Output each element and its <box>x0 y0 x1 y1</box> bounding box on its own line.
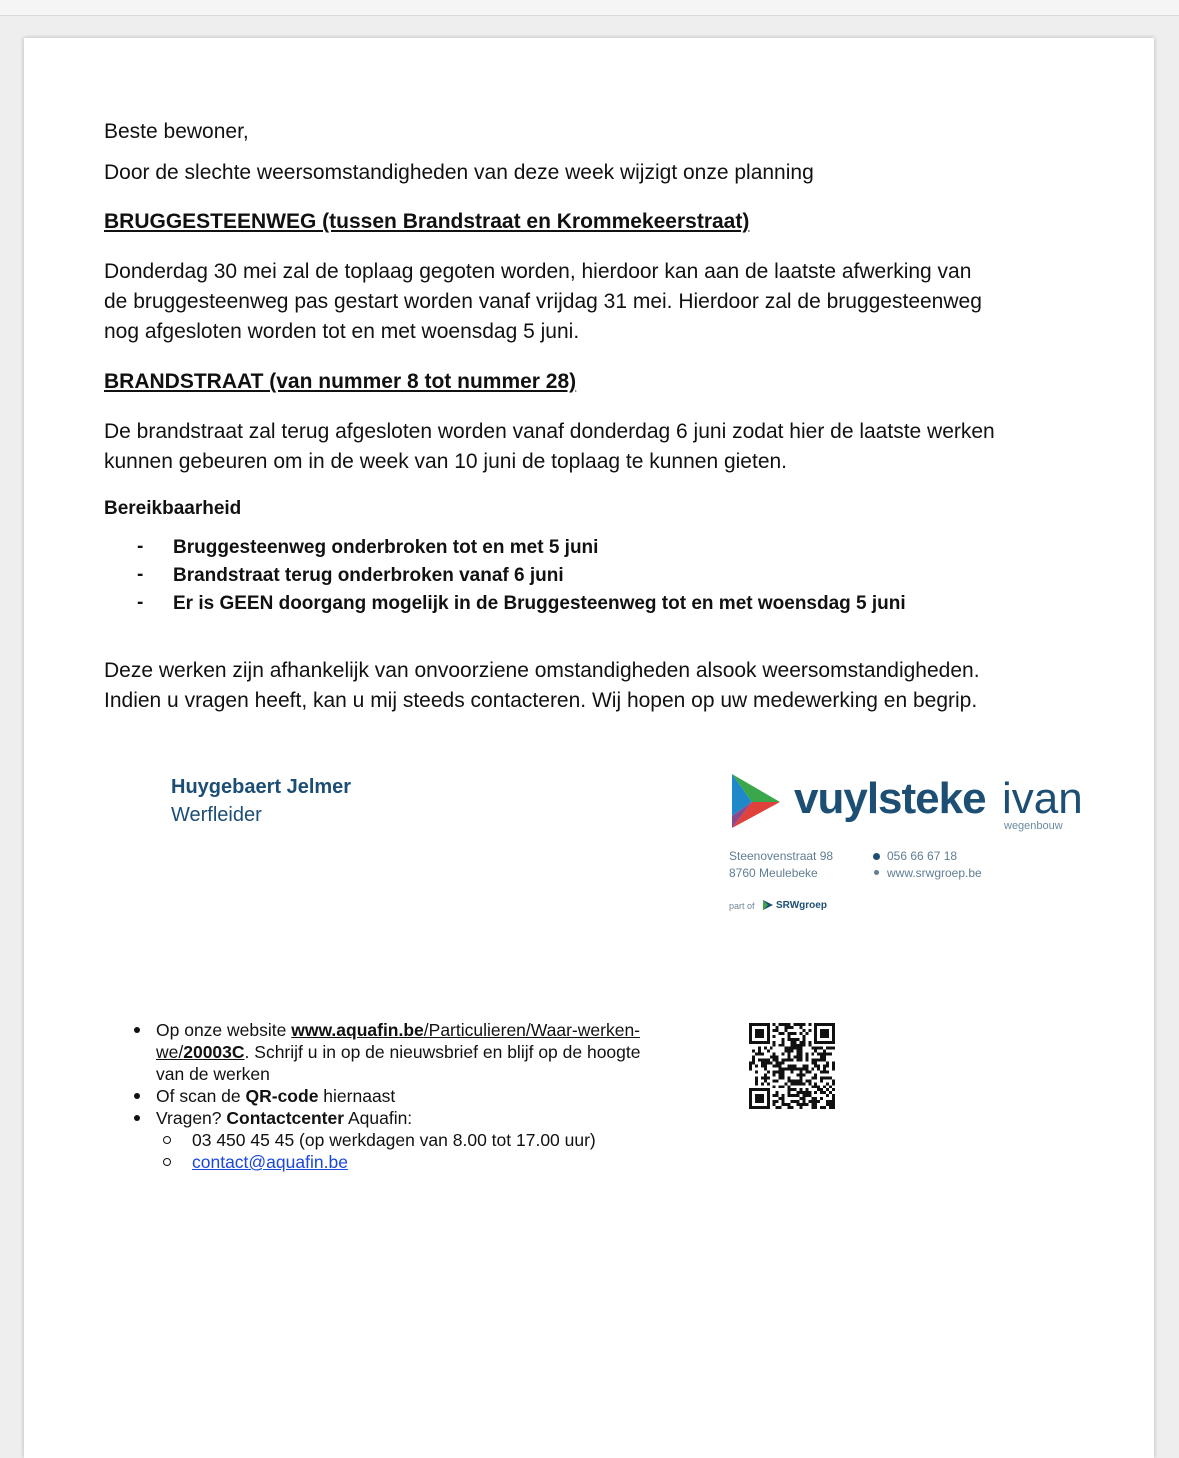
signature-role: Werfleider <box>171 804 262 826</box>
srw-logo-icon <box>762 899 774 911</box>
company-address-city: 8760 Meulebeke <box>729 866 818 880</box>
phone-icon <box>873 853 880 860</box>
signature-name: Huygebaert Jelmer <box>171 776 352 798</box>
qr-code-icon[interactable] <box>749 1023 835 1109</box>
section2-line: De brandstraat zal terug afgesloten worden vanaf donderdag 6 juni zodat hier de laatste werken <box>104 420 995 443</box>
qr-suffix: hiernaast <box>318 1086 396 1106</box>
section2-line: kunnen gebeuren om in de week van 10 juni de toplaag te kunnen gieten. <box>104 450 788 473</box>
aquafin-website-link[interactable]: www.aquafin.be <box>291 1020 424 1040</box>
company-website: www.srwgroep.be <box>887 866 982 880</box>
section-heading-brandstraat: BRANDSTRAAT (van nummer 8 tot nummer 28) <box>104 370 577 393</box>
aquafin-website-line2 <box>156 1041 641 1063</box>
sub-bullet-circle <box>163 1158 171 1166</box>
list-dash: - <box>137 536 144 557</box>
aquafin-questions-line <box>156 1107 412 1129</box>
logo-subtitle: wegenbouw <box>1004 820 1063 832</box>
section1-line: nog afgesloten worden tot en met woensdag 5 juni. <box>104 320 580 343</box>
questions-bold: Contactcenter <box>226 1108 345 1128</box>
closing-line: Indien u vragen heeft, kan u mij steeds contacteren. Wij hopen op uw medewerking en begrip. <box>104 689 978 712</box>
reachability-title: Bereikbaarheid <box>104 498 242 519</box>
reachability-item: Bruggesteenweg onderbroken tot en met 5 juni <box>173 537 599 558</box>
bullet-dot <box>134 1027 140 1033</box>
reachability-item: Brandstraat terug onderbroken vanaf 6 juni <box>173 565 564 586</box>
logo-arrow-icon <box>728 772 784 832</box>
list-dash: - <box>137 564 144 585</box>
bullet-dot <box>134 1115 140 1121</box>
aquafin-website-line <box>156 1019 640 1041</box>
website-path[interactable]: /Particulieren/Waar-werken- <box>423 1020 641 1040</box>
website-prefix: Op onze website <box>156 1020 292 1040</box>
group-name: SRWgroep <box>776 900 827 911</box>
reachability-item: Er is GEEN doorgang mogelijk in de Bruggesteenweg tot en met woensdag 5 juni <box>173 593 906 614</box>
sub-bullet-circle <box>163 1136 171 1144</box>
company-address-street: Steenovenstraat 98 <box>729 849 834 863</box>
closing-line: Deze werken zijn afhankelijk van onvoorziene omstandigheden alsook weersomstandigheden. <box>104 659 980 682</box>
company-phone: 056 66 67 18 <box>887 849 958 863</box>
website-code[interactable]: 20003C <box>183 1042 245 1062</box>
website-suffix: . Schrijf u in op de nieuwsbrief en blijf op de hoogte <box>244 1042 641 1062</box>
aquafin-email-link[interactable]: contact@aquafin.be <box>192 1152 348 1172</box>
list-dash: - <box>137 592 144 613</box>
questions-suffix: Aquafin: <box>344 1108 413 1128</box>
aquafin-website-line3: van de werken <box>156 1064 270 1084</box>
document-page <box>24 38 1154 1458</box>
qr-bold: QR-code <box>245 1086 319 1106</box>
intro-text: Door de slechte weersomstandigheden van deze week wijzigt onze planning <box>104 161 814 184</box>
section1-line: Donderdag 30 mei zal de toplaag gegoten worden, hierdoor kan aan de laatste afwerking van <box>104 260 972 283</box>
viewer-top-bar <box>0 0 1179 16</box>
website-path-2[interactable]: we/ <box>156 1042 184 1062</box>
questions-prefix: Vragen? <box>156 1108 227 1128</box>
section1-line: de bruggesteenweg pas gestart worden vanaf vrijdag 31 mei. Hierdoor zal de bruggesteenweg <box>104 290 982 313</box>
section-heading-bruggesteenweg: BRUGGESTEENWEG (tussen Brandstraat en Krommekeerstraat) <box>104 210 750 233</box>
aquafin-qr-line <box>156 1085 395 1107</box>
logo-text-ivan: ivan <box>1002 774 1083 823</box>
qr-prefix: Of scan de <box>156 1086 246 1106</box>
globe-icon <box>874 870 879 875</box>
logo-text: vuylsteke <box>794 774 986 823</box>
part-of-label: part of <box>729 901 755 911</box>
bullet-dot <box>134 1093 140 1099</box>
greeting: Beste bewoner, <box>104 120 249 143</box>
aquafin-phone: 03 450 45 45 (op werkdagen van 8.00 tot 17.00 uur) <box>192 1130 596 1150</box>
